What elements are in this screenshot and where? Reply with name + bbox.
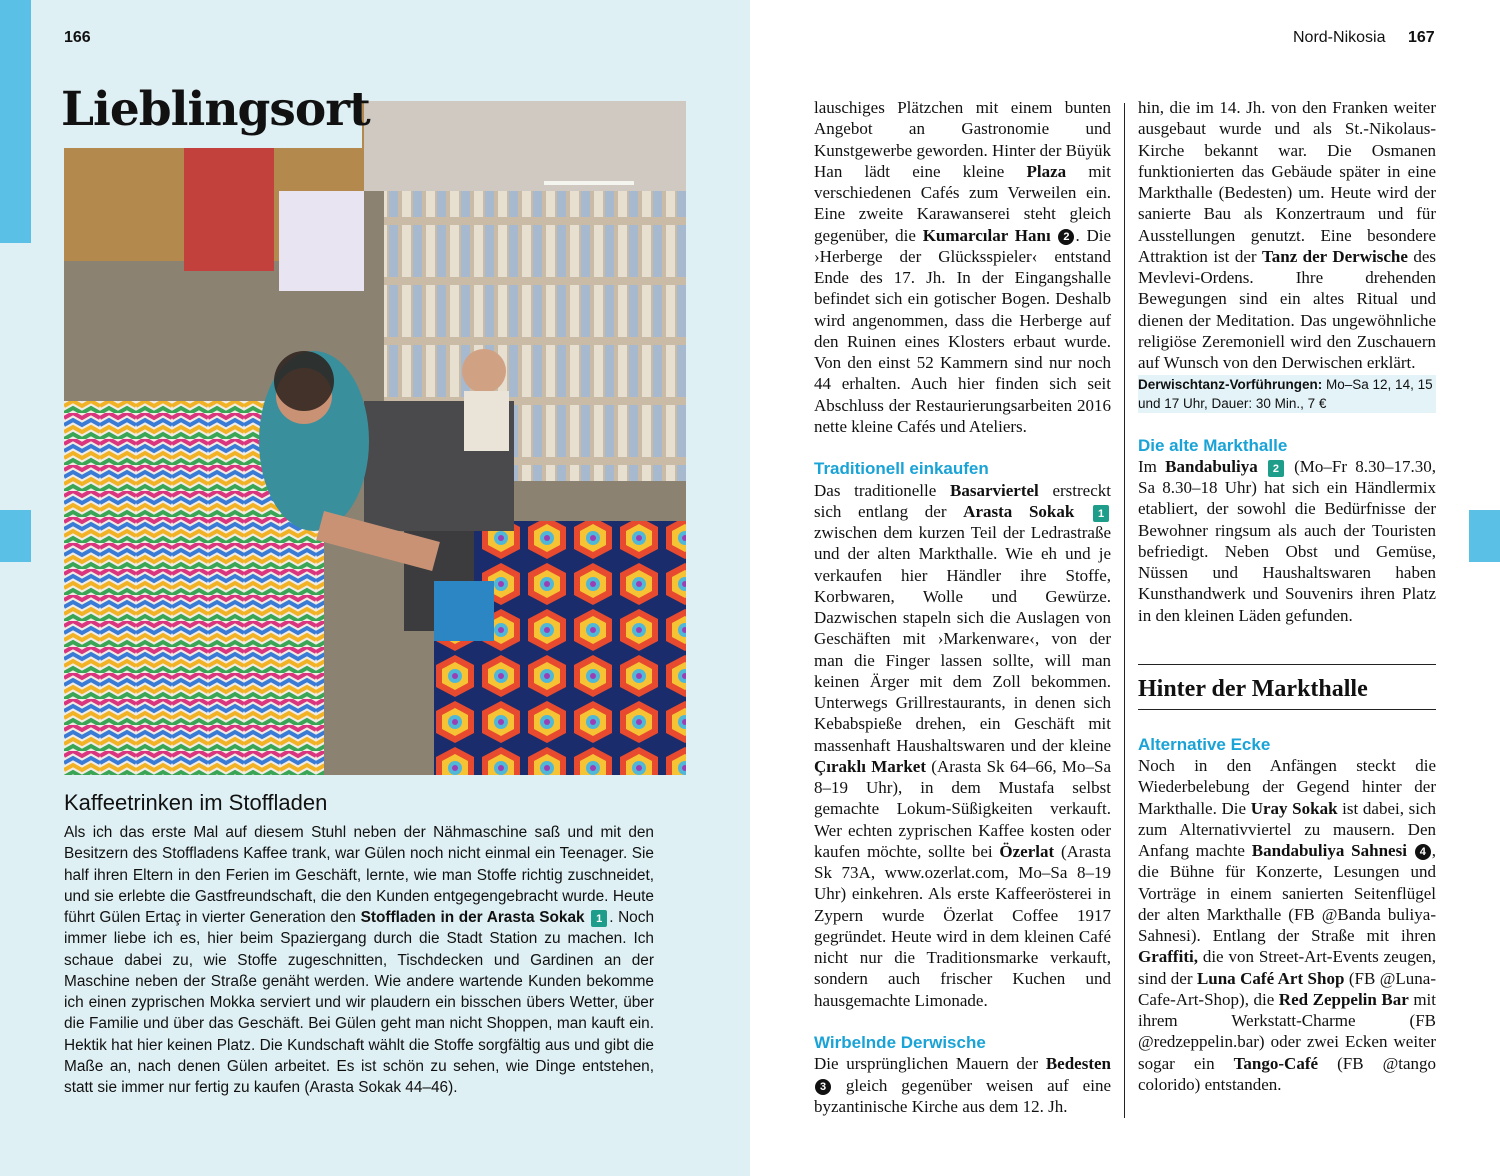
column-1 bbox=[814, 97, 1111, 1117]
text-run: zwischen dem kurzen Teil der Ledrastraße und der alten Markthalle. Wie eh und je verkaufen hier Händler ihre Stoffe, Korbwaren, Wolle und Gewürze. Dazwischen stapeln sich die Auslagen von Geschäften mit ›Markenware‹, von der man die Finger lassen sollte, will man keinen Ärger mit dem Zoll bekommen. Unterwegs Grillrestaurants, in denen sich Kebabspieße drehen, ein Geschäft mit massenhaft Haushaltswaren und der kleine bbox=[814, 523, 1111, 755]
text-run: Red Zeppelin Bar bbox=[1278, 989, 1409, 1009]
map-marker-icon: 4 bbox=[1415, 844, 1431, 860]
text-run: Tango-Café bbox=[1233, 1053, 1319, 1073]
text-run: Graffiti, bbox=[1138, 947, 1198, 967]
section-heading: Wirbelnde Derwische bbox=[814, 1033, 986, 1052]
text-run: Basarviertel bbox=[950, 480, 1039, 500]
section-heading: Traditionell einkaufen bbox=[814, 459, 989, 479]
text-run: Noch in den Anfängen steckt die Wiederbelebung der Gegend hinter der Markthalle. Die bbox=[1138, 756, 1436, 818]
text-run: Bandabuliya Sahnesi bbox=[1251, 841, 1407, 860]
section-title: Hinter der Markthalle bbox=[1138, 675, 1368, 702]
text-run: Bandabuliya bbox=[1165, 456, 1258, 476]
text-run: Uray Sokak bbox=[1250, 798, 1338, 818]
text-run: Özerlat bbox=[999, 841, 1055, 861]
text-run: Derwischtanz-Vorführungen: bbox=[1138, 377, 1323, 393]
column-rule bbox=[1124, 103, 1125, 1118]
page-number: 167 bbox=[1408, 29, 1435, 46]
text-run: gleich gegenüber weisen auf eine byzantinische Kirche aus dem 12. Jh. bbox=[814, 1075, 1111, 1116]
text-run: Bedesten bbox=[1045, 1054, 1111, 1074]
column-2 bbox=[1138, 97, 1436, 1095]
text-run: Luna Café Art Shop bbox=[1196, 968, 1345, 988]
text-run: hin, die im 14. Jh. von den Franken weiter ausgebaut wurde und als St.-Nikolaus-Kirche bekannt war. Die Osmanen funktionierten das Gebäude später in eine Markthalle (Bedesten) um. Heute wird der sanierte Bau als Konzertraum und für Ausstellungen genutzt. Eine besondere Attraktion ist der bbox=[1138, 98, 1436, 266]
text-run: ist dabei, sich zum Alternativviertel zu mausern. Den Anfang machte bbox=[1138, 798, 1436, 860]
text-run: (Mo–Fr 8.30–17.30, Sa 8.30–18 Uhr) hat sich ein Händlermix etabliert, der sowohl die Bedürfnisse der Bewohner ringsum als auch der Touristen befriedigt. Neben Obst und Gemüse, Nüssen und Haushaltswaren haben Kunsthandwerk und Souvenirs ihren Platz in den kleinen Läden gefunden. bbox=[1138, 456, 1437, 625]
map-marker-icon: 3 bbox=[815, 1079, 831, 1095]
fabric-shop-photo bbox=[64, 101, 686, 775]
paragraph bbox=[814, 480, 1111, 1011]
text-run: Die ursprünglichen Mauern der bbox=[814, 1054, 1046, 1074]
feature-subhead: Kaffeetrinken im Stoffladen bbox=[64, 790, 328, 815]
text-run: (FB @Luna-Cafe-Art-Shop), die bbox=[1138, 968, 1437, 1009]
text-run: Plaza bbox=[1026, 161, 1067, 181]
text-run: des Mevlevi-Ordens. Ihre drehenden Bewegungen sind ein altes Ritual und dienen der Meditation. Das ungewöhnliche religiöse Zeremoniell wird den Zuschauern auf Wunsch von den Derwischen erklärt. bbox=[1138, 246, 1436, 372]
thumb-tab bbox=[0, 0, 31, 243]
text-run: (Arasta Sk 73A, www.ozerlat.com, Mo–Sa 8–19 Uhr) einkehren. Als erste Kaffeerösterei in Zypern wurde Özerlat Coffee 1917 gegründet. Heute wird in dem kleinen Café nicht nur die Traditionsmarke verkauft, sondern auch frischer Kuchen und hausgemachte Limonade. bbox=[814, 841, 1112, 1010]
paragraph bbox=[1138, 755, 1436, 1095]
text-run: . Die ›Herberge der Glücksspieler‹ entstand Ende des 17. Jh. In der Eingangshalle befindet sich ein gotischer Bogen. Deshalb wird angenommen, dass die Herberge auf den Ruinen eines Klosters erbaut wurde. Von den einst 52 Kammern sind nur noch 44 erhalten. Auch hier finden sich seit Abschluss der Restaurierungsarbeiten 2016 nette kleine Cafés und Ateliers. bbox=[814, 225, 1112, 436]
paragraph bbox=[814, 1053, 1111, 1117]
text-run: erstreckt sich entlang der bbox=[814, 480, 1111, 521]
running-head: Nord-Nikosia bbox=[1293, 29, 1386, 46]
paragraph bbox=[1138, 456, 1436, 626]
text-run: lauschiges Plätzchen mit einem bunten Angebot an Gastronomie und Kunstgewerbe geworden. Hinter der Büyük Han lädt eine kleine bbox=[814, 98, 1111, 181]
text-run: Das traditionelle bbox=[814, 480, 951, 500]
text-run: mit ihrem Werkstatt-Charme (FB @redzeppelin.bar) oder zwei Ecken weiter sogar ein bbox=[1138, 989, 1436, 1073]
section-heading: Die alte Markthalle bbox=[1138, 435, 1288, 455]
paragraph bbox=[814, 97, 1111, 437]
text-run: , die Bühne für Konzerte, Lesungen und Vorträge in einem sanierten Seitenflügel der alten Markthalle (FB @Banda buliya-Sahnesi). Entlang der Straße mit ihren bbox=[1138, 841, 1436, 945]
shop-name: Stoffladen in der Arasta Sokak bbox=[360, 909, 585, 926]
text-run: Tanz der Derwische bbox=[1261, 246, 1408, 266]
thumb-tab bbox=[0, 510, 31, 562]
page-title: Lieblingsort bbox=[61, 82, 370, 137]
map-marker-icon: 2 bbox=[1058, 229, 1074, 245]
text-run: Çıraklı Market bbox=[814, 756, 926, 776]
page-number: 166 bbox=[64, 29, 91, 46]
text-run: mit verschiedenen Cafés zum Verweilen ein. Eine zweite Karawanserei steht gleich gegenüber, die bbox=[814, 161, 1111, 245]
text-run: (FB @tango colorido) entstanden. bbox=[1138, 1053, 1436, 1094]
shop-photo bbox=[64, 101, 686, 775]
paragraph bbox=[1138, 97, 1436, 373]
text-run: die von Street-Art-Events zeugen, sind der bbox=[1138, 947, 1436, 988]
thumb-tab bbox=[1469, 510, 1500, 562]
text-run: Im bbox=[1138, 456, 1166, 476]
shopping-marker-icon: 2 bbox=[1268, 460, 1284, 477]
feature-body bbox=[64, 822, 654, 1098]
info-box bbox=[1138, 375, 1436, 413]
text-run: Als ich das erste Mal auf diesem Stuhl neben der Nähmaschine saß und mit den Besitzern des Stoffladens Kaffee trank, war Gülen noch nicht einmal ein Teenager. Sie half ihren Eltern in den Ferien im Geschäft, lernte, wie man Stoffe richtig zuschneidet, und sie erlebte die Gastfreundschaft, die den Kunden entgegengebracht wurde. Heute führt Gülen Ertaç in vierter Generation den bbox=[64, 824, 654, 926]
text-run: Kumarcılar Hanı bbox=[922, 225, 1051, 245]
shopping-marker-icon: 1 bbox=[591, 910, 607, 927]
shopping-marker-icon: 1 bbox=[1093, 505, 1109, 522]
text-run: Arasta Sokak bbox=[963, 501, 1075, 521]
section-heading: Alternative Ecke bbox=[1138, 734, 1271, 754]
text-run: . Noch immer liebe ich es, hier beim Spaziergang durch die Stadt Station zu machen. Ich schaue dabei zu, wie Stoffe zugeschnitten, Tischdecken und Gardinen an der Maschine neben der Straße genäht werden. Wie andere wartende Kunden bekomme ich einen zyprischen Mokka serviert und wir plaudern ein bisschen übers Wetter, über die Familie und über das Geschäft. Bei Gülen geht man nicht Shoppen, man kauft ein. Hektik hat hier keinen Platz. Die Kundschaft wählt die Stoffe sorgfältig aus und gibt die Maße an, nach denen Gülen arbeitet. Es ist schön zu sehen, wie Dinge entstehen, statt sie immer nur fertig zu kaufen (Arasta Sokak 44–46). bbox=[64, 909, 654, 1096]
text-run: (Arasta Sk 64–66, Mo–Sa 8–19 Uhr), in dem Mustafa selbst gemachte Lokum-Süßigkeiten verkauft. Wer echten zyprischen Kaffee kosten oder kaufen möchte, sollte bei bbox=[814, 756, 1111, 861]
text-run: Mo–Sa 12, 14, 15 und 17 Uhr, Dauer: 30 Min., 7 € bbox=[1138, 377, 1433, 412]
